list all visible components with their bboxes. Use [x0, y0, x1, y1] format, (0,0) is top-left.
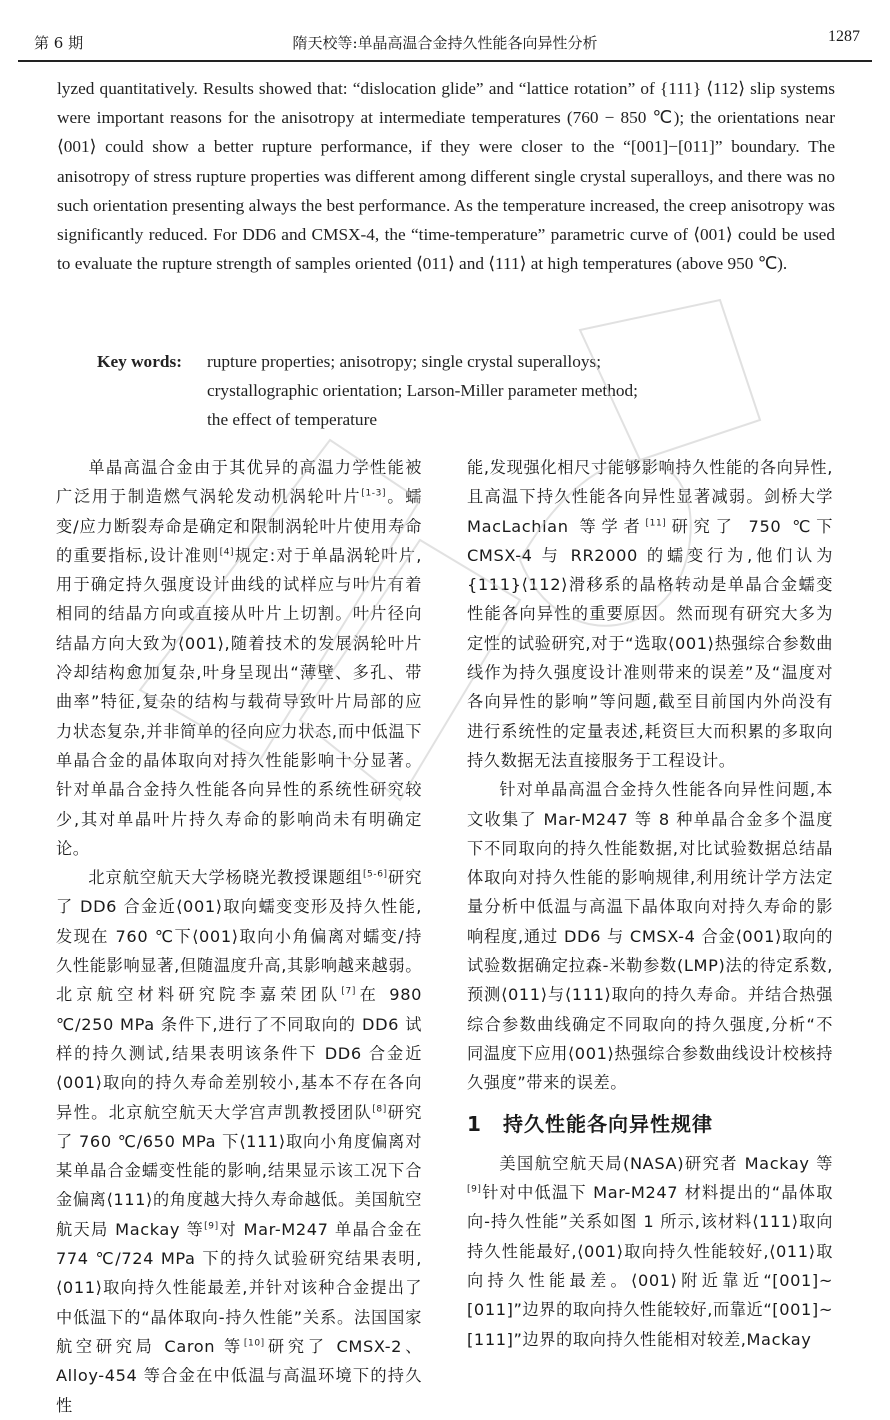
- running-title: 隋天校等:单晶高温合金持久性能各向异性分析: [292, 34, 598, 52]
- keywords-line-1: rupture properties; anisotropy; single crystal superalloys;: [207, 352, 602, 371]
- text-run: 研究了 760 ℃/650 MPa 下⟨111⟩取向小角度偏离对某单晶合金蠕变性能的影响,结果显示该工况下合金偏离⟨111⟩的角度越大持久寿命越低。美国航空航天局 Mackay 等: [56, 1102, 422, 1239]
- text-run: 。蠕变/应力断裂寿命是确定和限制涡轮叶片使用寿命的重要指标,设计准则: [56, 487, 423, 565]
- text-run: 北京航空航天大学杨晓光教授课题组: [88, 868, 363, 888]
- citation: [5-6]: [362, 869, 388, 880]
- citation: [8]: [372, 1104, 387, 1115]
- text-run: 研究了 DD6 合金近⟨001⟩取向蠕变变形及持久性能,发现在 760 ℃下⟨001⟩取向小角偏离对蠕变/持久性能影响显著,但随温度升高,其影响越来越弱。北京航空材料研究院李嘉荣团队: [56, 868, 422, 1005]
- keywords-label: Key words:: [97, 352, 182, 371]
- text-run: 研究了 750 ℃下 CMSX-4 与 RR2000 的蠕变行为,他们认为{111}⟨112⟩滑移系的晶格转动是单晶合金蠕变性能各向异性的重要原因。然而现有研究大多为定性的试验研究,对于“选取⟨001⟩热强综合参数曲线作为持久强度设计准则带来的误差”及“温度对各向异性的影响”等问题,截至目前国内外尚没有进行系统性的定量表述,耗资巨大而积累的多取向持久数据无法直接服务于工程设计。: [467, 516, 833, 770]
- left-column: [56, 453, 422, 1420]
- text-run: 单晶高温合金由于其优异的高温力学性能被广泛用于制造燃气涡轮发动机涡轮叶片: [56, 458, 422, 507]
- running-header: [18, 24, 872, 62]
- citation: [9]: [204, 1221, 219, 1232]
- section-number: 1: [467, 1111, 482, 1136]
- text-run: 对 Mar-M247 单晶合金在 774 ℃/724 MPa 下的持久试验研究结果表明,⟨011⟩取向持久性能最差,并针对该种合金提出了中低温下的“晶体取向-持久性能”关系。法国国家航空研究局 Caron 等: [56, 1219, 422, 1356]
- section-heading: [467, 1110, 833, 1139]
- keywords-line-3: the effect of temperature: [207, 410, 377, 429]
- intro-paragraph-2: [56, 863, 422, 1420]
- citation: [7]: [341, 986, 356, 997]
- right-column: [467, 453, 833, 1354]
- text-run: 针对中低温下 Mar-M247 材料提出的“晶体取向-持久性能”关系如图 1 所示,该材料⟨111⟩取向持久性能最好,⟨001⟩取向持久性能较好,⟨011⟩取向持久性能最差。⟨001⟩附近靠近“[001]~[011]”边界的取向持久性能较好,而靠近“[001]~[111]”边界的取向持久性能相对较差,Mackay: [467, 1183, 833, 1349]
- intro-paragraph-2-continued: [467, 453, 833, 775]
- intro-paragraph-1: [56, 453, 422, 863]
- section-1-paragraph-1: [467, 1149, 833, 1354]
- citation: [4]: [219, 547, 235, 558]
- text-run: 美国航空航天局(NASA)研究者 Mackay 等: [499, 1153, 833, 1173]
- text-run: 在 980 ℃/250 MPa 条件下,进行了不同取向的 DD6 试样的持久测试,结果表明该条件下 DD6 合金近⟨001⟩取向的持久寿命差别较小,基本不存在各向异性。北京航空航天大学宫声凯教授团队: [56, 985, 422, 1122]
- section-title: 持久性能各向异性规律: [503, 1111, 713, 1136]
- text-run: 能,发现强化相尺寸能够影响持久性能的各向异性,且高温下持久性能各向异性显著减弱。剑桥大学 MacLachlan 等学者: [467, 458, 833, 536]
- citation: [9]: [467, 1184, 482, 1195]
- issue-number: 第 6 期: [34, 34, 84, 52]
- english-abstract: lyzed quantitatively. Results showed that: “dislocation glide” and “lattice rotation” of {111} ⟨112⟩ slip systems were important reasons for the anisotropy at intermediate temperatures (760 − 850 ℃); the orientations near ⟨001⟩ could show a better rupture performance, if they were closer to the “[001]−[011]” boundary. The anisotropy of stress rupture properties was different among different single crystal superalloys, and there was no such orientation presenting always the best performance. As the temperature increased, the creep anisotropy was significantly reduced. For DD6 and CMSX-4, the “time-temperature” parametric curve of ⟨001⟩ could be used to evaluate the rupture strength of samples oriented ⟨011⟩ and ⟨111⟩ at high temperatures (above 950 ℃).: [57, 79, 835, 274]
- page-number: 1287: [828, 28, 860, 45]
- text-run: 研究了 CMSX-2、Alloy-454 等合金在中低温与高温环境下的持久性: [56, 1336, 422, 1415]
- keywords-list: [207, 347, 638, 434]
- intro-paragraph-3: 针对单晶高温合金持久性能各向异性问题,本文收集了 Mar-M247 等 8 种单晶合金多个温度下不同取向的持久性能数据,对比试验数据总结晶体取向对持久性能的影响规律,利用统计学方法定量分析中低温与高温下晶体取向对持久寿命的影响程度,通过 DD6 与 CMSX-4 合金⟨001⟩取向的试验数据确定拉森-米勒参数(LMP)法的待定系数,预测⟨011⟩与⟨111⟩取向的持久寿命。并结合热强综合参数曲线确定不同取向的持久强度,分析“不同温度下应用⟨001⟩热强综合参数曲线设计校核持久强度”带来的误差。: [467, 780, 833, 1093]
- citation: [10]: [243, 1338, 265, 1349]
- keywords-line-2: crystallographic orientation; Larson-Miller parameter method;: [207, 381, 638, 400]
- citation: [1-3]: [361, 488, 387, 499]
- citation: [11]: [645, 518, 667, 529]
- text-run: 规定:对于单晶涡轮叶片,用于确定持久强度设计曲线的试样应与叶片有着相同的结晶方向或直接从叶片上切割。叶片径向结晶方向大致为⟨001⟩,随着技术的发展涡轮叶片冷却结构愈加复杂,叶身呈现出“薄壁、多孔、带曲率”特征,复杂的结构与载荷导致叶片局部的应力状态复杂,并非简单的径向应力状态,而中低温下单晶合金的晶体取向对持久性能影响十分显著。针对单晶合金持久性能各向异性的系统性研究较少,其对单晶叶片持久寿命的影响尚未有明确定论。: [56, 545, 422, 858]
